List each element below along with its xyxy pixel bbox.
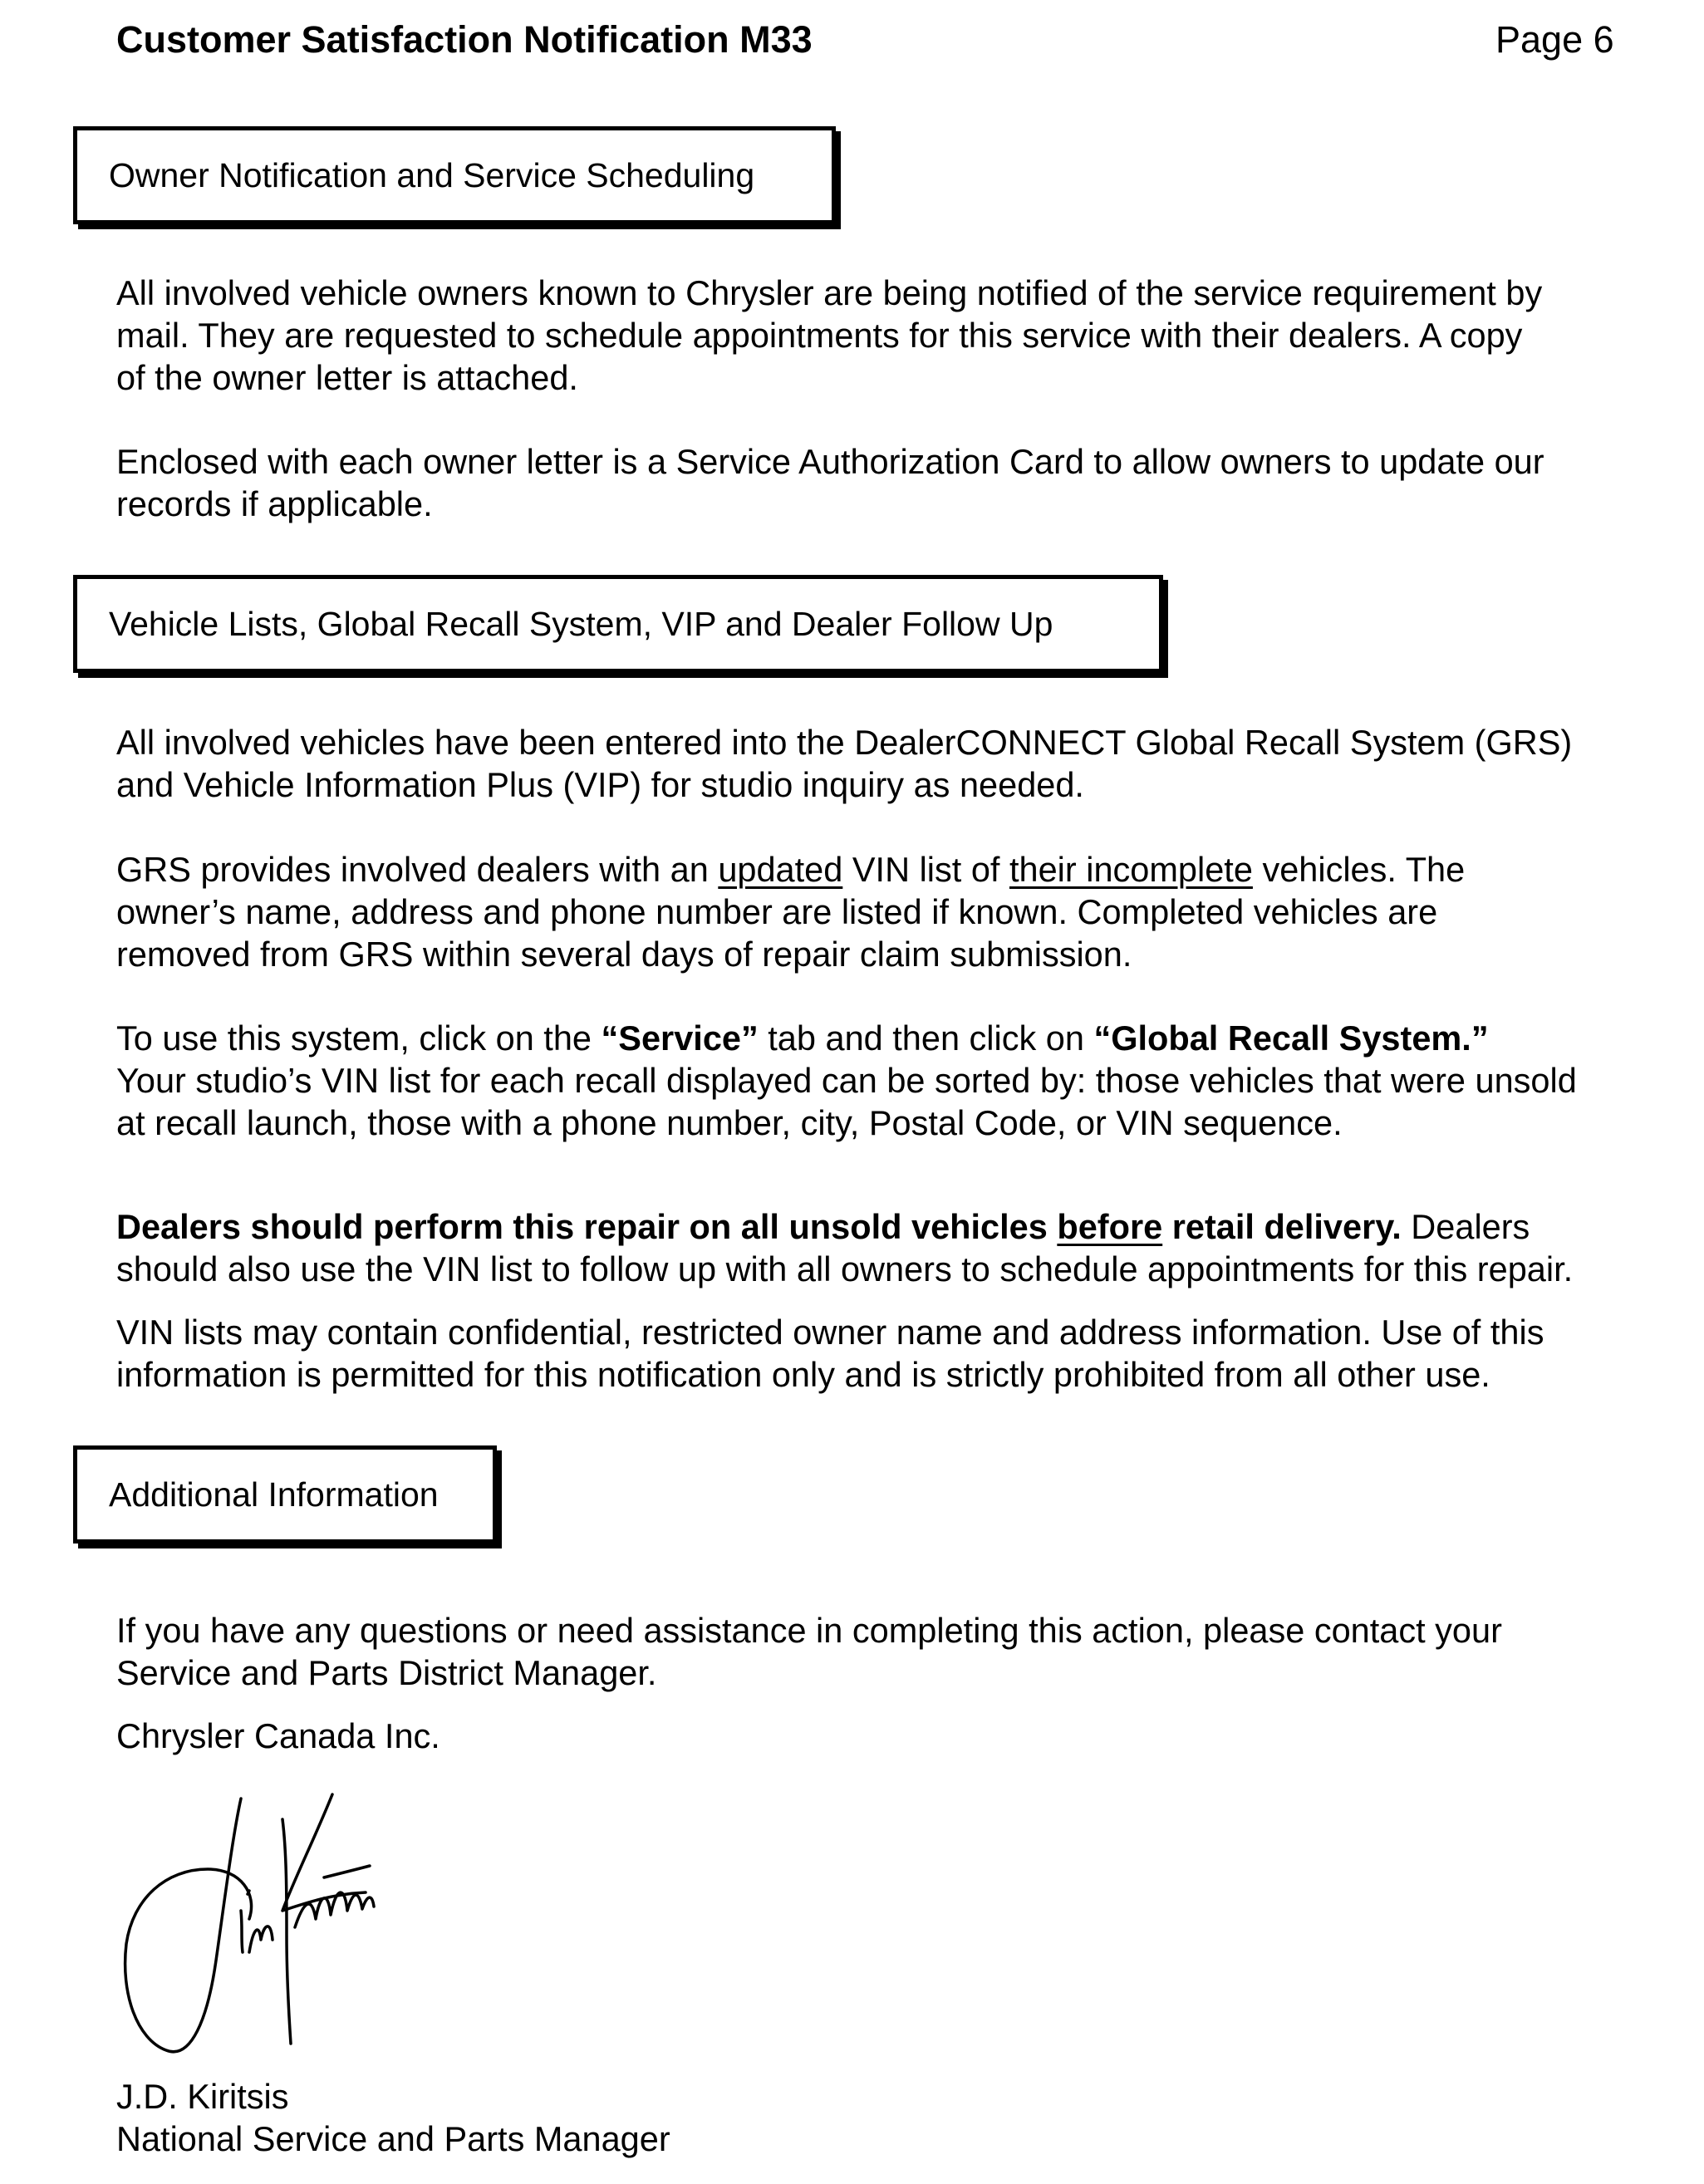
vehicle-paragraph-3	[116, 1017, 1577, 1144]
section-heading-text: Owner Notification and Service Scheduling	[109, 156, 755, 194]
text-line: information is permitted for this notification only and is strictly prohibited from all other use.	[116, 1355, 1490, 1394]
notification-title: Customer Satisfaction Notification M33	[116, 18, 813, 61]
text-line: VIN lists may contain confidential, restricted owner name and address information. Use of this	[116, 1313, 1544, 1352]
vehicle-paragraph-4	[116, 1205, 1573, 1290]
page-number: Page 6	[1495, 18, 1614, 61]
text-line	[116, 1017, 1577, 1059]
bold-text: retail delivery.	[1162, 1207, 1402, 1246]
signature	[116, 1786, 432, 2073]
text-run: To use this system, click on the	[116, 1018, 602, 1058]
text-run: Dealers	[1401, 1207, 1530, 1246]
underlined-text: their incomplete	[1009, 850, 1253, 889]
text-line: All involved vehicles have been entered into the DealerCONNECT Global Recall System (GRS)	[116, 723, 1573, 762]
text-run: vehicles. The	[1252, 850, 1466, 889]
text-line: Your studio’s VIN list for each recall displayed can be sorted by: those vehicles that were unsold	[116, 1061, 1577, 1100]
text-line: at recall launch, those with a phone number, city, Postal Code, or VIN sequence.	[116, 1103, 1343, 1142]
signatory-title: National Service and Parts Manager	[116, 2119, 670, 2158]
section-heading-text: Additional Information	[109, 1475, 439, 1514]
underlined-text: updated	[718, 850, 843, 889]
text-line: Enclosed with each owner letter is a Service Authorization Card to allow owners to update our	[116, 442, 1544, 481]
vehicle-paragraph-5	[116, 1311, 1544, 1396]
signatory-name: J.D. Kiritsis	[116, 2077, 289, 2116]
text-line	[116, 848, 1465, 891]
text-line: Service and Parts District Manager.	[116, 1653, 657, 1692]
text-line: owner’s name, address and phone number are listed if known. Completed vehicles are	[116, 892, 1438, 931]
section-heading-owner-notification	[73, 126, 836, 224]
additional-paragraph-1	[116, 1609, 1502, 1694]
text-run: GRS provides involved dealers with an	[116, 850, 719, 889]
text-line: of the owner letter is attached.	[116, 358, 578, 397]
text-line: mail. They are requested to schedule appointments for this service with their dealers. A copy	[116, 316, 1523, 355]
vehicle-paragraph-1	[116, 721, 1572, 806]
bold-text: “Service”	[601, 1018, 759, 1058]
bold-underlined-text: before	[1057, 1207, 1163, 1246]
text-line	[116, 1205, 1573, 1248]
owner-paragraph-2	[116, 440, 1544, 525]
owner-paragraph-1	[116, 272, 1542, 399]
text-line: If you have any questions or need assistance in completing this action, please contact your	[116, 1611, 1502, 1650]
section-heading-vehicle-lists	[73, 575, 1163, 673]
section-heading-additional-info	[73, 1445, 497, 1544]
text-line: All involved vehicle owners known to Chrysler are being notified of the service requirement by	[116, 273, 1543, 312]
text-line: records if applicable.	[116, 484, 433, 523]
section-heading-text: Vehicle Lists, Global Recall System, VIP and Dealer Follow Up	[109, 605, 1053, 643]
bold-text: “Global Recall System.”	[1093, 1018, 1489, 1058]
bold-text: Dealers should perform this repair on all unsold vehicles	[116, 1207, 1058, 1246]
text-run: VIN list of	[842, 850, 1009, 889]
company-name: Chrysler Canada Inc.	[116, 1716, 440, 1755]
vehicle-paragraph-2	[116, 848, 1465, 975]
text-line: and Vehicle Information Plus (VIP) for studio inquiry as needed.	[116, 765, 1084, 804]
text-run: tab and then click on	[758, 1018, 1094, 1058]
text-line: removed from GRS within several days of repair claim submission.	[116, 935, 1132, 974]
text-line: should also use the VIN list to follow up with all owners to schedule appointments for this repair.	[116, 1249, 1574, 1288]
